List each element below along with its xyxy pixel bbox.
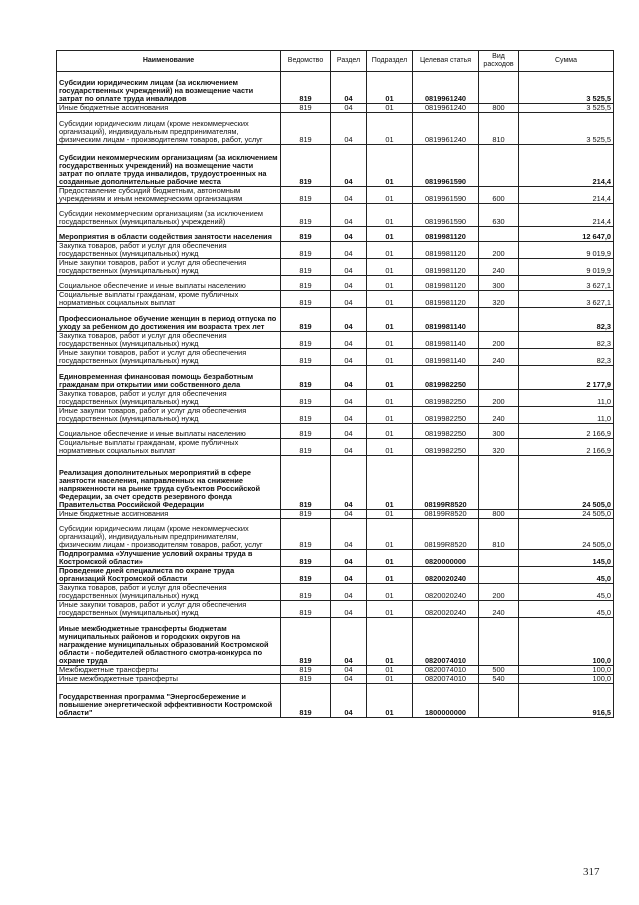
row-target: 0820020240 (413, 600, 479, 617)
row-vid: 500 (479, 665, 519, 674)
row-razdel: 04 (331, 509, 367, 518)
row-target: 0819981140 (413, 307, 479, 331)
row-vid (479, 549, 519, 566)
table-row (57, 290, 614, 307)
row-name: Межбюджетные трансферты (57, 665, 281, 674)
page-number: 317 (583, 866, 600, 878)
header-target: Целевая статья (413, 51, 479, 72)
header-podrazdel: Подраздел (367, 51, 413, 72)
budget-table (56, 50, 614, 718)
row-razdel: 04 (331, 683, 367, 717)
row-razdel: 04 (331, 566, 367, 583)
row-name: Социальные выплаты гражданам, кроме публичных нормативных социальных выплат (57, 438, 281, 455)
row-sum: 145,0 (519, 549, 614, 566)
row-vid: 800 (479, 104, 519, 113)
table-row (57, 348, 614, 365)
row-name: Иные закупки товаров, работ и услуг для обеспечения государственных (муниципальных) нужд (57, 600, 281, 617)
row-razdel: 04 (331, 600, 367, 617)
header-vedomstvo: Ведомство (281, 51, 331, 72)
row-podrazdel: 01 (367, 600, 413, 617)
table-row (57, 275, 614, 290)
row-podrazdel: 01 (367, 113, 413, 145)
row-vid: 200 (479, 331, 519, 348)
row-sum: 100,0 (519, 674, 614, 683)
row-vedomstvo: 819 (281, 203, 331, 226)
row-vedomstvo: 819 (281, 583, 331, 600)
row-podrazdel: 01 (367, 72, 413, 104)
row-podrazdel: 01 (367, 549, 413, 566)
row-vedomstvo: 819 (281, 226, 331, 241)
row-name: Единовременная финансовая помощь безработным гражданам при открытии ими собственного дела (57, 365, 281, 389)
row-sum: 82,3 (519, 348, 614, 365)
row-target: 08199R8520 (413, 509, 479, 518)
row-razdel: 04 (331, 455, 367, 509)
row-vedomstvo: 819 (281, 674, 331, 683)
row-vid: 300 (479, 423, 519, 438)
row-target: 0820020240 (413, 566, 479, 583)
row-razdel: 04 (331, 331, 367, 348)
row-target: 0820074010 (413, 665, 479, 674)
table-body (57, 72, 614, 718)
row-razdel: 04 (331, 406, 367, 423)
row-name: Субсидии некоммерческим организациям (за исключением государственных учреждений) на возмещение части затрат по оплате труда инвалидов, трудоустроенных на созданные дополнительные рабочие места (57, 145, 281, 187)
row-podrazdel: 01 (367, 509, 413, 518)
header-sum: Сумма (519, 51, 614, 72)
row-name: Субсидии юридическим лицам (кроме некоммерческих организаций), индивидуальным предпринимателям, физическим лицам - производителям товаров, работ, услуг (57, 113, 281, 145)
row-sum: 12 647,0 (519, 226, 614, 241)
row-sum: 9 019,9 (519, 241, 614, 258)
row-podrazdel: 01 (367, 104, 413, 113)
row-vid (479, 145, 519, 187)
row-target: 0819961590 (413, 203, 479, 226)
row-vid (479, 365, 519, 389)
row-vedomstvo: 819 (281, 365, 331, 389)
table-row (57, 518, 614, 549)
row-name: Профессиональное обучение женщин в период отпуска по уходу за ребенком до достижения им возраста трех лет (57, 307, 281, 331)
row-sum: 214,4 (519, 203, 614, 226)
row-podrazdel: 01 (367, 187, 413, 204)
row-vedomstvo: 819 (281, 331, 331, 348)
row-razdel: 04 (331, 674, 367, 683)
row-podrazdel: 01 (367, 145, 413, 187)
row-podrazdel: 01 (367, 674, 413, 683)
header-razdel: Раздел (331, 51, 367, 72)
table-row (57, 331, 614, 348)
row-name: Закупка товаров, работ и услуг для обеспечения государственных (муниципальных) нужд (57, 389, 281, 406)
row-razdel: 04 (331, 226, 367, 241)
row-target: 0819982250 (413, 438, 479, 455)
row-name: Иные закупки товаров, работ и услуг для обеспечения государственных (муниципальных) нужд (57, 348, 281, 365)
row-podrazdel: 01 (367, 566, 413, 583)
row-podrazdel: 01 (367, 241, 413, 258)
row-sum: 2 177,9 (519, 365, 614, 389)
row-sum: 24 505,0 (519, 518, 614, 549)
row-vedomstvo: 819 (281, 275, 331, 290)
row-vid (479, 226, 519, 241)
row-target: 0819961240 (413, 104, 479, 113)
table-row (57, 674, 614, 683)
row-sum: 2 166,9 (519, 438, 614, 455)
row-vedomstvo: 819 (281, 406, 331, 423)
row-target: 0819982250 (413, 389, 479, 406)
row-razdel: 04 (331, 617, 367, 665)
row-sum: 916,5 (519, 683, 614, 717)
row-podrazdel: 01 (367, 365, 413, 389)
row-target: 0819981140 (413, 348, 479, 365)
table-row (57, 549, 614, 566)
row-podrazdel: 01 (367, 226, 413, 241)
row-sum: 3 525,5 (519, 72, 614, 104)
row-target: 0819981140 (413, 331, 479, 348)
table-row (57, 258, 614, 275)
row-name: Подпрограмма «Улучшение условий охраны труда в Костромской области» (57, 549, 281, 566)
row-vedomstvo: 819 (281, 187, 331, 204)
row-vid: 240 (479, 406, 519, 423)
row-name: Иные межбюджетные трансферты бюджетам муниципальных районов и городских округов на награждение муниципальных образований Костромской области - победителей областного смотра-конкурса по охране труда (57, 617, 281, 665)
table-row (57, 241, 614, 258)
header-name: Наименование (57, 51, 281, 72)
table-row (57, 600, 614, 617)
row-vid (479, 307, 519, 331)
row-razdel: 04 (331, 389, 367, 406)
row-name: Субсидии некоммерческим организациям (за исключением государственных (муниципальных) учреждений) (57, 203, 281, 226)
row-sum: 2 166,9 (519, 423, 614, 438)
row-vid: 540 (479, 674, 519, 683)
table-row (57, 187, 614, 204)
row-name: Проведение дней специалиста по охране труда организаций Костромской области (57, 566, 281, 583)
header-vid: Вид расходов (479, 51, 519, 72)
row-razdel: 04 (331, 104, 367, 113)
row-vid (479, 455, 519, 509)
row-razdel: 04 (331, 307, 367, 331)
row-target: 0819981120 (413, 290, 479, 307)
row-razdel: 04 (331, 365, 367, 389)
row-razdel: 04 (331, 438, 367, 455)
row-podrazdel: 01 (367, 258, 413, 275)
row-target: 08199R8520 (413, 518, 479, 549)
row-podrazdel: 01 (367, 389, 413, 406)
row-target: 0819961590 (413, 145, 479, 187)
row-podrazdel: 01 (367, 275, 413, 290)
row-podrazdel: 01 (367, 348, 413, 365)
row-vedomstvo: 819 (281, 518, 331, 549)
row-razdel: 04 (331, 145, 367, 187)
row-sum: 3 627,1 (519, 275, 614, 290)
row-razdel: 04 (331, 258, 367, 275)
row-razdel: 04 (331, 665, 367, 674)
table-row (57, 455, 614, 509)
row-sum: 3 525,5 (519, 113, 614, 145)
row-vid: 240 (479, 258, 519, 275)
row-vid (479, 683, 519, 717)
row-vid (479, 617, 519, 665)
row-vid: 810 (479, 113, 519, 145)
row-sum: 11,0 (519, 406, 614, 423)
row-target: 0819961240 (413, 72, 479, 104)
row-sum: 100,0 (519, 617, 614, 665)
row-razdel: 04 (331, 290, 367, 307)
row-vedomstvo: 819 (281, 566, 331, 583)
row-name: Социальное обеспечение и иные выплаты населению (57, 423, 281, 438)
row-name: Мероприятия в области содействия занятости населения (57, 226, 281, 241)
row-podrazdel: 01 (367, 583, 413, 600)
table-row (57, 307, 614, 331)
row-vedomstvo: 819 (281, 72, 331, 104)
row-vedomstvo: 819 (281, 665, 331, 674)
row-vedomstvo: 819 (281, 145, 331, 187)
row-vedomstvo: 819 (281, 389, 331, 406)
row-target: 1800000000 (413, 683, 479, 717)
row-sum: 214,4 (519, 187, 614, 204)
row-razdel: 04 (331, 583, 367, 600)
row-target: 0820074010 (413, 674, 479, 683)
row-target: 0819982250 (413, 406, 479, 423)
row-name: Предоставление субсидий бюджетным, автономным учреждениям и иным некоммерческим организациям (57, 187, 281, 204)
row-podrazdel: 01 (367, 203, 413, 226)
table-row (57, 683, 614, 717)
row-vedomstvo: 819 (281, 348, 331, 365)
row-name: Закупка товаров, работ и услуг для обеспечения государственных (муниципальных) нужд (57, 331, 281, 348)
row-podrazdel: 01 (367, 406, 413, 423)
row-vedomstvo: 819 (281, 423, 331, 438)
row-name: Субсидии юридическим лицам (за исключением государственных учреждений) на возмещение части затрат по оплате труда инвалидов (57, 72, 281, 104)
table-row (57, 113, 614, 145)
row-vedomstvo: 819 (281, 509, 331, 518)
row-vid: 200 (479, 241, 519, 258)
row-razdel: 04 (331, 187, 367, 204)
row-name: Закупка товаров, работ и услуг для обеспечения государственных (муниципальных) нужд (57, 583, 281, 600)
row-vedomstvo: 819 (281, 617, 331, 665)
row-target: 0819961240 (413, 113, 479, 145)
row-vedomstvo: 819 (281, 600, 331, 617)
row-podrazdel: 01 (367, 423, 413, 438)
table-row (57, 617, 614, 665)
table-row (57, 226, 614, 241)
row-razdel: 04 (331, 72, 367, 104)
row-sum: 214,4 (519, 145, 614, 187)
row-razdel: 04 (331, 275, 367, 290)
row-vedomstvo: 819 (281, 438, 331, 455)
row-razdel: 04 (331, 549, 367, 566)
row-vid: 320 (479, 290, 519, 307)
table-row (57, 423, 614, 438)
row-vid: 600 (479, 187, 519, 204)
table-row (57, 566, 614, 583)
row-name: Государственная программа "Энергосбережение и повышение энергетической эффективности Костромской области" (57, 683, 281, 717)
row-name: Иные закупки товаров, работ и услуг для обеспечения государственных (муниципальных) нужд (57, 406, 281, 423)
row-name: Иные бюджетные ассигнования (57, 104, 281, 113)
table-row (57, 389, 614, 406)
row-target: 0820020240 (413, 583, 479, 600)
row-sum: 9 019,9 (519, 258, 614, 275)
row-razdel: 04 (331, 518, 367, 549)
row-vid (479, 566, 519, 583)
table-row (57, 406, 614, 423)
row-target: 0819981120 (413, 241, 479, 258)
row-podrazdel: 01 (367, 683, 413, 717)
table-row (57, 509, 614, 518)
table-row (57, 365, 614, 389)
row-razdel: 04 (331, 423, 367, 438)
row-target: 0819981120 (413, 258, 479, 275)
row-podrazdel: 01 (367, 665, 413, 674)
table-header-row (57, 51, 614, 72)
row-vid: 200 (479, 389, 519, 406)
row-vedomstvo: 819 (281, 307, 331, 331)
table-row (57, 145, 614, 187)
row-vedomstvo: 819 (281, 113, 331, 145)
row-vid: 810 (479, 518, 519, 549)
row-vedomstvo: 819 (281, 241, 331, 258)
row-target: 0819982250 (413, 423, 479, 438)
row-name: Иные межбюджетные трансферты (57, 674, 281, 683)
table-row (57, 583, 614, 600)
row-name: Субсидии юридическим лицам (кроме некоммерческих организаций), индивидуальным предпринимателям, физическим лицам - производителям товаров, работ, услуг (57, 518, 281, 549)
row-sum: 45,0 (519, 583, 614, 600)
row-vedomstvo: 819 (281, 258, 331, 275)
row-sum: 45,0 (519, 600, 614, 617)
row-podrazdel: 01 (367, 307, 413, 331)
row-name: Иные бюджетные ассигнования (57, 509, 281, 518)
row-podrazdel: 01 (367, 455, 413, 509)
row-vid: 200 (479, 583, 519, 600)
row-razdel: 04 (331, 348, 367, 365)
row-podrazdel: 01 (367, 290, 413, 307)
row-target: 0819981120 (413, 226, 479, 241)
row-podrazdel: 01 (367, 331, 413, 348)
table-row (57, 203, 614, 226)
row-vedomstvo: 819 (281, 455, 331, 509)
row-vid: 320 (479, 438, 519, 455)
row-name: Закупка товаров, работ и услуг для обеспечения государственных (муниципальных) нужд (57, 241, 281, 258)
row-vid (479, 72, 519, 104)
row-sum: 11,0 (519, 389, 614, 406)
row-sum: 82,3 (519, 331, 614, 348)
row-podrazdel: 01 (367, 518, 413, 549)
row-sum: 45,0 (519, 566, 614, 583)
row-razdel: 04 (331, 113, 367, 145)
row-razdel: 04 (331, 203, 367, 226)
row-name: Иные закупки товаров, работ и услуг для обеспечения государственных (муниципальных) нужд (57, 258, 281, 275)
row-vedomstvo: 819 (281, 683, 331, 717)
row-name: Социальное обеспечение и иные выплаты населению (57, 275, 281, 290)
table-row (57, 438, 614, 455)
row-name: Социальные выплаты гражданам, кроме публичных нормативных социальных выплат (57, 290, 281, 307)
row-target: 08199R8520 (413, 455, 479, 509)
row-target: 0820000000 (413, 549, 479, 566)
row-name: Реализация дополнительных мероприятий в сфере занятости населения, направленных на снижение напряженности на рынке труда субъектов Российской Федерации, за счет средств резервного фонда Правительства Российской Федерации (57, 455, 281, 509)
row-sum: 3 627,1 (519, 290, 614, 307)
row-sum: 82,3 (519, 307, 614, 331)
row-sum: 24 505,0 (519, 509, 614, 518)
row-vedomstvo: 819 (281, 549, 331, 566)
row-target: 0819961590 (413, 187, 479, 204)
row-vedomstvo: 819 (281, 290, 331, 307)
row-target: 0819981120 (413, 275, 479, 290)
row-podrazdel: 01 (367, 617, 413, 665)
row-target: 0820074010 (413, 617, 479, 665)
table-row (57, 72, 614, 104)
row-razdel: 04 (331, 241, 367, 258)
row-vid: 240 (479, 600, 519, 617)
row-vid: 800 (479, 509, 519, 518)
table-row (57, 665, 614, 674)
table-row (57, 104, 614, 113)
row-sum: 100,0 (519, 665, 614, 674)
row-sum: 3 525,5 (519, 104, 614, 113)
row-vid: 240 (479, 348, 519, 365)
row-target: 0819982250 (413, 365, 479, 389)
row-vid: 630 (479, 203, 519, 226)
row-sum: 24 505,0 (519, 455, 614, 509)
row-vid: 300 (479, 275, 519, 290)
row-podrazdel: 01 (367, 438, 413, 455)
row-vedomstvo: 819 (281, 104, 331, 113)
